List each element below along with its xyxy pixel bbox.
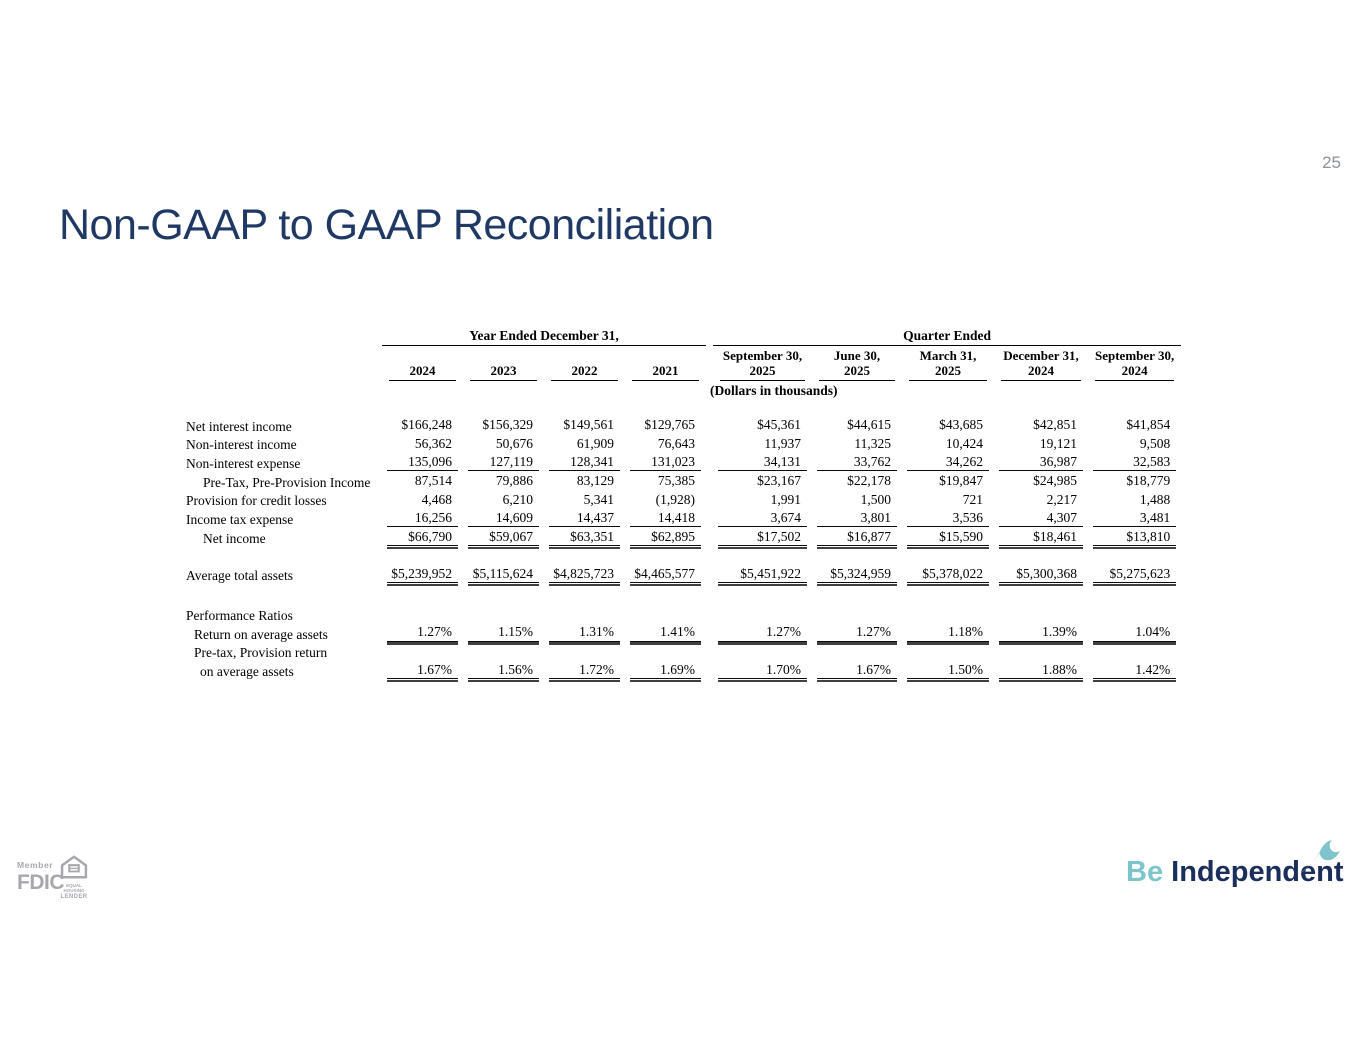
table-row [186, 452, 1181, 471]
cell-value: $63,351 [549, 527, 620, 546]
value-cell [382, 604, 463, 623]
column-header: September 30, 2024 [1095, 346, 1174, 381]
cell-value: $41,854 [1126, 417, 1171, 432]
column-header: 2024 [389, 361, 456, 381]
column-header-row [186, 346, 1181, 381]
row-label-cell [186, 604, 382, 623]
value-cell [544, 471, 625, 490]
cell-value: $66,790 [387, 527, 458, 546]
row-label: Pre-tax, Provision return [194, 645, 328, 660]
cell-value: 1.56% [468, 660, 539, 679]
cell-value: $5,239,952 [387, 564, 458, 583]
cell-value: 1.69% [630, 660, 701, 679]
fdic-label: FDIC [17, 870, 64, 894]
cell-value: 1.50% [907, 660, 989, 679]
value-cell [1088, 434, 1181, 453]
cell-value: 75,385 [657, 473, 695, 488]
cell-value: $18,779 [1126, 473, 1171, 488]
cell-value: $16,877 [817, 527, 897, 546]
cell-value: $19,847 [939, 473, 983, 488]
equal-housing-lender-logo [56, 855, 92, 900]
value-cell [544, 452, 625, 471]
cell-value: 1.70% [718, 660, 807, 679]
value-cell [713, 623, 812, 642]
column-header-cell [1088, 346, 1181, 381]
table-row [186, 508, 1181, 527]
value-cell [382, 490, 463, 509]
value-cell [812, 471, 902, 490]
value-cell [994, 604, 1088, 623]
value-cell [1088, 508, 1181, 527]
cell-value: 1.72% [549, 660, 620, 679]
column-header: March 31, 2025 [909, 346, 987, 381]
row-label-cell [186, 490, 382, 509]
column-header-cell [382, 346, 463, 381]
cell-value: 4,307 [999, 508, 1083, 527]
value-cell [382, 452, 463, 471]
value-cell [902, 434, 994, 453]
page-number: 25 [1322, 153, 1341, 172]
group-header-year-ended: Year Ended December 31, [382, 329, 706, 346]
value-cell [902, 452, 994, 471]
cell-value: 16,256 [387, 508, 458, 527]
value-cell [544, 490, 625, 509]
value-cell [382, 527, 463, 546]
column-header: 2023 [470, 361, 537, 381]
units-note: (Dollars in thousands) [710, 383, 838, 398]
value-cell [812, 623, 902, 642]
cell-value: 1.67% [387, 660, 458, 679]
value-cell [544, 623, 625, 642]
value-cell [994, 452, 1088, 471]
value-cell [902, 415, 994, 434]
row-label: on average assets [200, 664, 294, 679]
column-header-label-cell [186, 346, 382, 381]
row-label: Net income [203, 531, 266, 546]
cell-value: 34,131 [718, 452, 807, 471]
value-cell [713, 660, 812, 679]
value-cell [625, 508, 706, 527]
value-cell [994, 660, 1088, 679]
value-cell [1088, 623, 1181, 642]
group-gap-cell [706, 452, 713, 471]
value-cell [625, 660, 706, 679]
value-cell [625, 490, 706, 509]
value-cell [544, 508, 625, 527]
cell-value: 50,676 [495, 435, 533, 451]
cell-value: $4,465,577 [630, 564, 701, 583]
table-row [186, 564, 1181, 583]
row-label: Net interest income [186, 418, 292, 434]
cell-value: 1.27% [718, 623, 807, 642]
value-cell [902, 508, 994, 527]
cell-value: $5,300,368 [999, 564, 1083, 583]
page-title: Non-GAAP to GAAP Reconciliation [59, 201, 714, 249]
row-label: Pre-Tax, Pre-Provision Income [203, 474, 371, 490]
row-label: Return on average assets [194, 626, 328, 642]
cell-value: 1.27% [817, 623, 897, 642]
value-cell [625, 452, 706, 471]
cell-value: 1.39% [999, 623, 1083, 642]
cell-value: (1,928) [655, 491, 695, 507]
cell-value: 1,991 [770, 491, 801, 507]
cell-value: $44,615 [847, 417, 891, 432]
value-cell [544, 527, 625, 546]
cell-value: $5,324,959 [817, 564, 897, 583]
column-header: 2022 [551, 361, 618, 381]
cell-value: 2,217 [1046, 491, 1077, 507]
value-cell [463, 471, 544, 490]
value-cell [463, 623, 544, 642]
value-cell [382, 434, 463, 453]
value-cell [625, 434, 706, 453]
table-row [186, 604, 1181, 623]
cell-value: 56,362 [414, 435, 452, 451]
value-cell [382, 471, 463, 490]
value-cell [713, 527, 812, 546]
lender-label: LENDER [60, 894, 88, 900]
value-cell [463, 490, 544, 509]
cell-value: 14,609 [468, 508, 539, 527]
cell-value: 9,508 [1139, 435, 1171, 451]
value-cell [625, 471, 706, 490]
value-cell [713, 471, 812, 490]
value-cell [382, 660, 463, 679]
value-cell [902, 564, 994, 583]
column-header: June 30, 2025 [819, 346, 895, 381]
value-cell [544, 604, 625, 623]
value-cell [713, 452, 812, 471]
cell-value: 4,468 [421, 491, 452, 507]
reconciliation-table [186, 329, 1181, 687]
value-cell [382, 415, 463, 434]
cell-value: $42,851 [1033, 417, 1077, 432]
value-cell [544, 660, 625, 679]
group-gap-cell [706, 660, 713, 679]
brand-independent-text: Independent [1171, 856, 1344, 888]
cell-value: 61,909 [576, 435, 614, 451]
value-cell [463, 434, 544, 453]
group-gap-cell [706, 564, 713, 583]
cell-value: 1,488 [1139, 491, 1171, 507]
cell-value: $62,895 [630, 527, 701, 546]
value-cell [713, 604, 812, 623]
cell-value: $129,765 [644, 417, 695, 432]
value-cell [902, 623, 994, 642]
value-cell [463, 564, 544, 583]
group-gap-cell [706, 490, 713, 509]
cell-value: 33,762 [817, 452, 897, 471]
cell-value: 11,937 [764, 435, 801, 451]
spacer-row [186, 583, 1181, 604]
table-row [186, 471, 1181, 490]
row-label-cell [186, 527, 382, 546]
value-cell [994, 415, 1088, 434]
cell-value: 32,583 [1093, 452, 1176, 471]
cell-value: 3,801 [817, 508, 897, 527]
group-gap-cell [706, 527, 713, 546]
value-cell [994, 508, 1088, 527]
cell-value: 135,096 [387, 452, 458, 471]
row-label-cell [186, 415, 382, 434]
value-cell [902, 604, 994, 623]
cell-value: 1.18% [907, 623, 989, 642]
row-label-cell [186, 623, 382, 642]
value-cell [463, 527, 544, 546]
cell-value: $5,378,022 [907, 564, 989, 583]
value-cell [382, 508, 463, 527]
cell-value: 1.15% [468, 623, 539, 642]
column-header-cell [544, 346, 625, 381]
value-cell [463, 604, 544, 623]
table-row [186, 415, 1181, 434]
cell-value: $43,685 [939, 417, 983, 432]
value-cell [625, 604, 706, 623]
value-cell [902, 660, 994, 679]
row-label-cell [186, 660, 382, 679]
value-cell [625, 564, 706, 583]
brand-be-text: Be [1126, 856, 1164, 888]
value-cell [812, 604, 902, 623]
equal-housing-house-icon [60, 866, 88, 883]
value-cell [713, 564, 812, 583]
cell-value: $22,178 [847, 473, 891, 488]
value-cell [994, 564, 1088, 583]
value-cell [713, 508, 812, 527]
cell-value: $24,985 [1033, 473, 1077, 488]
value-cell [1088, 415, 1181, 434]
cell-value: 11,325 [854, 435, 891, 451]
cell-value: $18,461 [999, 527, 1083, 546]
row-label: Non-interest expense [186, 456, 301, 471]
table-row [186, 527, 1181, 546]
cell-value: 127,119 [468, 452, 539, 471]
cell-value: 5,341 [583, 491, 614, 507]
row-label: Non-interest income [186, 437, 297, 452]
row-label-cell [186, 434, 382, 453]
value-cell [1088, 660, 1181, 679]
cell-value: $4,825,723 [549, 564, 620, 583]
value-cell [625, 623, 706, 642]
value-cell [713, 490, 812, 509]
column-header: 2021 [632, 361, 699, 381]
cell-value: 1.41% [630, 623, 701, 642]
cell-value: $5,115,624 [468, 564, 539, 583]
cell-value: 1.67% [817, 660, 897, 679]
row-label: Average total assets [186, 568, 293, 583]
value-cell [1088, 490, 1181, 509]
value-cell [382, 564, 463, 583]
group-header-row [186, 329, 1181, 346]
value-cell [1088, 452, 1181, 471]
row-label-cell [186, 471, 382, 490]
units-row [186, 381, 1181, 399]
column-header-cell [625, 346, 706, 381]
column-header: September 30, 2025 [720, 346, 805, 381]
cell-value: 83,129 [576, 473, 614, 488]
cell-value: 721 [962, 491, 983, 507]
value-cell [994, 434, 1088, 453]
cell-value: 79,886 [495, 473, 533, 488]
group-gap-cell [706, 604, 713, 623]
value-cell [994, 527, 1088, 546]
value-cell [994, 471, 1088, 490]
value-cell [382, 623, 463, 642]
member-label: Member [17, 860, 54, 870]
cell-value: $23,167 [757, 473, 801, 488]
group-gap-cell [706, 415, 713, 434]
value-cell [463, 660, 544, 679]
value-cell [812, 415, 902, 434]
header-spacer-row [186, 399, 1181, 415]
value-cell [1088, 527, 1181, 546]
cell-value: 3,481 [1093, 508, 1176, 527]
table-row [186, 623, 1181, 642]
column-header-cell [713, 346, 812, 381]
value-cell [812, 434, 902, 453]
column-header-cell [463, 346, 544, 381]
cell-value: 128,341 [549, 452, 620, 471]
cell-value: 1.88% [999, 660, 1083, 679]
reconciliation-table-container [186, 329, 1181, 687]
value-cell [625, 527, 706, 546]
value-cell [902, 471, 994, 490]
group-gap-cell [706, 346, 713, 381]
value-cell [463, 452, 544, 471]
cell-value: 1.42% [1093, 660, 1176, 679]
column-header: December 31, 2024 [1001, 346, 1081, 381]
row-label-cell [186, 508, 382, 527]
value-cell [544, 434, 625, 453]
cell-value: $5,451,922 [718, 564, 807, 583]
value-cell [1088, 471, 1181, 490]
group-header-quarter-ended: Quarter Ended [713, 329, 1181, 346]
value-cell [812, 564, 902, 583]
cell-value: $15,590 [907, 527, 989, 546]
cell-value: 14,437 [549, 508, 620, 527]
cell-value: $166,248 [401, 417, 452, 432]
row-label: Provision for credit losses [186, 493, 327, 508]
bird-icon [1297, 840, 1341, 881]
cell-value: $45,361 [757, 417, 801, 432]
equal-housing-label: EQUAL HOUSING [63, 883, 85, 893]
cell-value: 14,418 [630, 508, 701, 527]
table-row [186, 434, 1181, 453]
table-row [186, 660, 1181, 679]
cell-value: 3,674 [718, 508, 807, 527]
cell-value: 36,987 [999, 452, 1083, 471]
cell-value: 1.27% [387, 623, 458, 642]
value-cell [625, 415, 706, 434]
cell-value: 131,023 [630, 452, 701, 471]
column-header-cell [994, 346, 1088, 381]
value-cell [812, 660, 902, 679]
value-cell [812, 508, 902, 527]
group-gap-cell [706, 508, 713, 527]
cell-value: 3,536 [907, 508, 989, 527]
row-label-cell [186, 564, 382, 583]
cell-value: $5,275,623 [1093, 564, 1176, 583]
row-label-cell [186, 642, 382, 661]
value-cell [812, 527, 902, 546]
value-cell [463, 415, 544, 434]
value-cell [994, 490, 1088, 509]
cell-value: 34,262 [907, 452, 989, 471]
cell-value: $17,502 [718, 527, 807, 546]
cell-value: 6,210 [502, 491, 533, 507]
cell-value: $59,067 [468, 527, 539, 546]
group-gap-cell [706, 434, 713, 453]
group-gap-cell [706, 623, 713, 642]
value-cell [902, 490, 994, 509]
cell-value: 10,424 [945, 435, 983, 451]
value-cell [713, 415, 812, 434]
value-cell [812, 452, 902, 471]
group-gap-cell [706, 642, 713, 661]
row-label: Performance Ratios [186, 607, 293, 623]
value-cell [902, 527, 994, 546]
column-header-cell [902, 346, 994, 381]
value-cell [463, 508, 544, 527]
value-cell [994, 623, 1088, 642]
value-cell [544, 564, 625, 583]
value-cell [812, 490, 902, 509]
column-header-cell [812, 346, 902, 381]
cell-value: 1,500 [860, 491, 891, 507]
value-cell [1088, 604, 1181, 623]
table-row [186, 490, 1181, 509]
row-label: Income tax expense [186, 512, 294, 527]
row-label-cell [186, 452, 382, 471]
cell-value: $156,329 [482, 417, 533, 432]
cell-value: $13,810 [1093, 527, 1176, 546]
cell-value: 1.04% [1093, 623, 1176, 642]
value-cell [713, 434, 812, 453]
group-gap-cell [706, 471, 713, 490]
cell-value: 76,643 [657, 435, 695, 451]
cell-value: 87,514 [414, 473, 452, 488]
value-cell [1088, 564, 1181, 583]
value-cell [544, 415, 625, 434]
cell-value: 1.31% [549, 623, 620, 642]
cell-value: 19,121 [1039, 435, 1077, 451]
cell-value: $149,561 [563, 417, 614, 432]
